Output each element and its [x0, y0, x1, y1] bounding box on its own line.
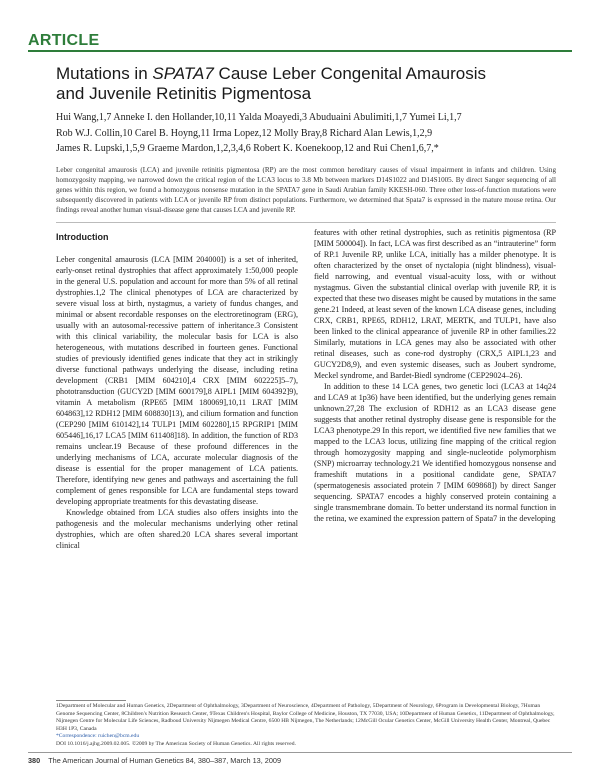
footer-rule [28, 752, 572, 753]
journal-citation: The American Journal of Human Genetics 84, 380–387, March 13, 2009 [48, 756, 282, 765]
paper-title [56, 64, 536, 104]
intro-paragraph-3: features with other retinal dystrophies, such as retinitis pigmentosa (RP [MIM 500004]). In fact, LCA was first described as an “intrauterine” form of RP.1 Juvenile RP, unlike LCA, initially has a milder phenotype. It is often characterized by the onset of nyctalopia (night blindness), visual-field narrowing, and eventual visual-acuity loss, with or without nystagmus. Given the substantial clinical overlap with juvenile RP, it is expected that these two diseases might be caused by mutations in the same gene.21 Indeed, at least seven of the known LCA disease genes, including CRX, CRB1, RPE65, RDH12, LRAT, MERTK, and TULP1, have also been linked to the clinical appearance of juvenile RP in other families.22 Similarly, mutations in LCA genes may also be associated with other retinal diseases, such as cone-rod dystrophy (CRX,5 AIPL1,23 and GUCY2D8,9), and even systemic diseases, such as Joubert syndrome, Meckel syndrome, and Bardet-Biedl syndrome (CEP29024–26). [314, 228, 556, 380]
title-line1-a: Mutations in [56, 64, 153, 83]
title-line1-b: Cause Leber Congenital Amaurosis [213, 64, 486, 83]
left-column [56, 232, 298, 551]
doi-line: DOI 10.1016/j.ajhg.2009.02.005. ©2009 by The American Society of Human Genetics. All rights reserved. [56, 740, 296, 747]
abstract: Leber congenital amaurosis (LCA) and juvenile retinitis pigmentosa (RP) are the most common hereditary causes of visual impairment in infants and children. Using homozygosity mapping, we narrowed down the critical region of the LCA3 locus to 3.8 Mb between markers D14S1022 and D14S1005. By direct Sanger sequencing of all genes within this region, we found a homozygous nonsense mutation in the SPATA7 gene in Saudi Arabian family KKESH-060. Three other loss-of-function mutations were subsequently discovered in patients with LCA or juvenile RP from distinct populations. Furthermore, we determined that Spata7 is expressed in the mature mouse retina. Our findings reveal another human visual-disease gene that causes LCA and juvenile RP. [56, 166, 556, 214]
intro-paragraph-1: Leber congenital amaurosis (LCA [MIM 204000]) is a set of inherited, early-onset retinal dystrophies that affect approximately 1:50,000 people in the general U.S. population and account for more than 5% of all retinal dystrophies.1,2 The clinical phenotypes of LCA are characterized by severe visual loss at birth, nystagmus, a variety of fundus changes, and minimal or absent recordable responses on the electroretinogram (ERG), usually with an autosomal-recessive pattern of inheritance.3 Consistent with this clinical variability, the molecular basis for LCA is also heterogeneous, with mutations described in fourteen genes. Functional studies of previously identified genes indicate that they act in strikingly diverse functional pathways underlying the disease, including retina development (CRB1 [MIM 604210],4 CRX [MIM 602225]5–7), phototransduction (GUCY2D [MIM 600179],8 AIPL1 [MIM 604392]9), vitamin A metabolism (RPE65 [MIM 180069],10,11 LRAT [MIM 604863],12 RDH12 [MIM 608830]13), and cilium formation and function (CEP290 [MIM 610142],14 TULP1 [MIM 602280],15 RPGRIP1 [MIM 605446],16,17 LCA5 [MIM 611408]18). In addition, the function of RD3 remains unclear.19 Because of these profound differences in the underlying mechanisms of LCA, accurate molecular diagnosis of the disease is essential for the proper management of LCA patients. Therefore, identifying new genes and pathways and ascertaining the full complement of genes responsible for LCA are fundamental steps toward developing appropriate treatments for this devastating disease. [56, 255, 298, 506]
abstract-divider [56, 222, 556, 223]
article-type-label: ARTICLE [28, 32, 100, 49]
page-number: 380 [28, 756, 41, 765]
footnote-rule [56, 700, 126, 701]
correspondence-email[interactable]: *Correspondence: ruichen@bcm.edu [56, 733, 140, 740]
right-column [314, 227, 556, 524]
header-rule [28, 50, 572, 52]
author-list [56, 110, 556, 157]
affiliations-text: 1Department of Molecular and Human Genetics, 2Department of Ophthalmology, 3Department of Neuroscience, 4Department of Pathology, 5Department of Neurology, 6Program in Developmental Biology, 7Human Genome Sequencing Center, 8Children's Nutrition Research Center, 9Texas Children's Hospital, Baylor College of Medicine, Houston, TX 77030, USA; 10Department of Human Genetics, 11Department of Ophthalmology, Nijmegen Centre for Molecular Life Sciences, Radboud University Nijmegen Medical Centre, 6500 HB Nijmegen, The Netherlands; 12McGill Ocular Genetics Center, McGill University Health Center, Montreal, Quebec H3H 1P3, Canada [56, 703, 555, 732]
intro-paragraph-2: Knowledge obtained from LCA studies also offers insights into the pathogenesis and the molecular mechanisms underlying other retinal dystrophies, which are often shared.20 LCA shares several important clinical [56, 508, 298, 550]
page-footer [28, 756, 572, 765]
authors-line-2: Rob W.J. Collin,10 Carel B. Hoyng,11 Irma Lopez,12 Molly Bray,8 Richard Alan Lewis,1,2,9 [56, 127, 433, 139]
section-heading-introduction: Introduction [56, 232, 109, 242]
correspondence [56, 733, 556, 741]
intro-paragraph-4: In addition to these 14 LCA genes, two genetic loci (LCA3 at 14q24 and LCA9 at 1p36) have been identified, but the underlying genes remain unknown.27,28 The exclusion of RDH12 as an LCA3 disease gene suggests that another retinal dystrophy disease gene is responsible for the LCA3 phenotype.29 In this report, we identified five new families that we mapped to the LCA3 locus, utilizing fine mapping of the critical region through homozygosity mapping and single-nucleotide polymorphism (SNP) microarray technology.21 We identified homozygous nonsense and frameshift mutations in a positional candidate gene, SPATA7 (spermatogenesis associated protein 7 [MIM 609868]) by direct Sanger sequencing. SPATA7 encodes a highly conserved protein containing a single transmembrane domain. To better understand its normal function in the retina, we examined the expression pattern of Spata7 in the developing [314, 382, 556, 523]
affiliations-footnote [56, 703, 556, 749]
title-line2: and Juvenile Retinitis Pigmentosa [56, 84, 312, 103]
authors-line-3: James R. Lupski,1,5,9 Graeme Mardon,1,2,3,4,6 Robert K. Koenekoop,12 and Rui Chen1,6,7,* [56, 143, 439, 154]
title-gene: SPATA7 [152, 64, 214, 83]
authors-line-1: Hui Wang,1,7 Anneke I. den Hollander,10,11 Yalda Moayedi,3 Abuduaini Abulimiti,1,7 Yumei Li,1,7 [56, 112, 462, 123]
